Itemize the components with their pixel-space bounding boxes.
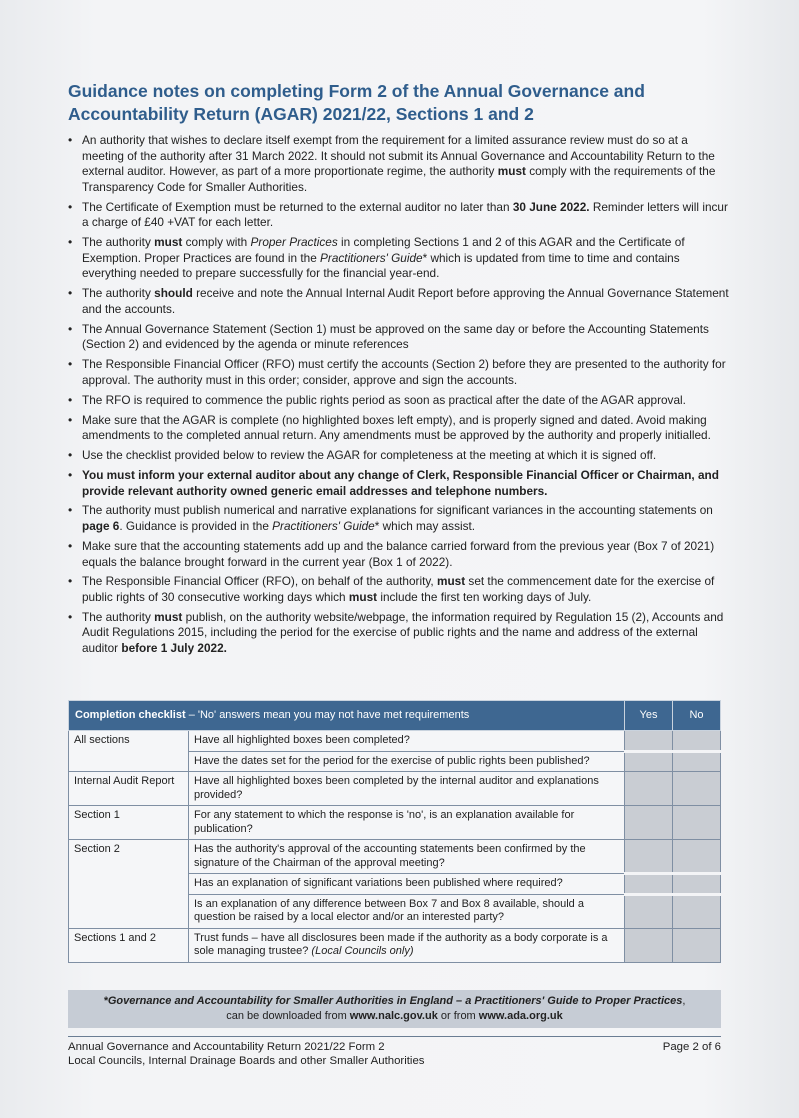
footnote-comma: , xyxy=(682,995,686,1007)
bullet-text: Reminder letters will incur a charge of £40 +VAT for each letter. xyxy=(82,199,728,230)
yes-column-header: Yes xyxy=(625,701,673,731)
bullet-text: The Responsible Financial Officer (RFO) must certify the accounts (Section 2) before they are presented to the authority for approval. The authority must in this order; consider, approve and sign the accounts. xyxy=(82,357,726,387)
checklist-question xyxy=(189,840,625,874)
checklist-yes-box[interactable] xyxy=(625,731,673,752)
bullet-text: You must inform your external auditor about any change of Clerk, Responsible Financial Officer or Chairman, and provide relevant authority owned generic email addresses and telephone numbers. xyxy=(82,467,719,498)
guidance-bullet xyxy=(68,322,733,353)
checklist-header-lead: Completion checklist xyxy=(75,708,186,721)
no-column-header: No xyxy=(673,701,721,731)
footnote-box xyxy=(68,990,721,1028)
page-title: Guidance notes on completing Form 2 of the Annual Governance and Accountability Return (AGAR) 2021/22, Sections 1 and 2 xyxy=(68,81,645,124)
checklist-question-text: Is an explanation of any difference between Box 7 and Box 8 available, should a question be raised by a local elector and/or an interested party? xyxy=(194,897,584,923)
checklist-yes-box[interactable] xyxy=(625,928,673,962)
checklist-section-label: Section 2 xyxy=(69,840,189,929)
checklist-question-text: Trust funds – have all disclosures been made if the authority as a body corporate is a sole managing trustee? xyxy=(194,931,608,957)
checklist-question-text: Have all highlighted boxes been completed? xyxy=(194,734,410,746)
bullet-text: must xyxy=(436,574,466,589)
guidance-bullet xyxy=(68,468,733,499)
bullet-text: receive and note the Annual Internal Audit Report before approving the Annual Governance Statement and the accounts. xyxy=(82,286,729,316)
bullet-text: The Responsible Financial Officer (RFO), on behalf of the authority, xyxy=(82,574,437,589)
checklist-no-box[interactable] xyxy=(673,806,721,840)
bullet-text: The authority xyxy=(82,286,155,301)
checklist-row xyxy=(69,928,721,962)
bullet-text: Practitioners' Guide xyxy=(320,250,423,265)
footnote-guide-title: *Governance and Accountability for Smaller Authorities in England – a Practitioners' Guide to Proper Practices xyxy=(103,995,683,1007)
checklist-question-text: Have all highlighted boxes been completed by the internal auditor and explanations provided? xyxy=(194,775,599,801)
guidance-bullet xyxy=(68,286,733,317)
bullet-text: comply with the requirements of the Transparency Code for Smaller Authorities. xyxy=(82,164,716,194)
checklist-question-note: (Local Councils only) xyxy=(311,945,414,957)
checklist-question xyxy=(189,751,625,772)
bullet-text: The authority must publish numerical and narrative explanations for significant variances in the accounting statements on xyxy=(82,503,713,518)
guidance-bullet xyxy=(68,539,733,570)
checklist-yes-box[interactable] xyxy=(625,894,673,928)
checklist-question-text: Has the authority's approval of the accounting statements been confirmed by the signature of the Chairman of the approval meeting? xyxy=(194,843,586,869)
footer-divider xyxy=(68,1036,721,1037)
bullet-text: set the commencement date for the exercise of public rights of 30 consecutive working days which xyxy=(82,574,715,604)
bullet-text: The authority xyxy=(82,609,155,624)
checklist-question-text: Has an explanation of significant variations been published where required? xyxy=(194,877,563,889)
checklist-question-text: Have the dates set for the period for the exercise of public rights been published? xyxy=(194,754,590,767)
guidance-bullet xyxy=(68,503,733,534)
bullet-text: comply with xyxy=(182,235,251,250)
guidance-bullet xyxy=(68,133,733,195)
bullet-text: include the first ten working days of July. xyxy=(377,590,592,604)
checklist-question xyxy=(189,928,625,962)
bullet-text: * which is updated from time to time and contains everything needed to prepare successfully for the financial year-end. xyxy=(82,250,680,281)
checklist-yes-box[interactable] xyxy=(625,840,673,874)
bullet-text: must xyxy=(154,235,183,250)
checklist-section-label: Internal Audit Report xyxy=(69,772,189,806)
checklist-row xyxy=(69,840,721,874)
bullet-text: before 1 July 2022. xyxy=(121,641,227,656)
guidance-bullet-list xyxy=(68,133,733,661)
checklist-row xyxy=(69,806,721,840)
checklist-section-label: Sections 1 and 2 xyxy=(69,928,189,962)
checklist-question-text: For any statement to which the response is 'no', is an explanation available for publication? xyxy=(194,809,575,835)
checklist-no-box[interactable] xyxy=(673,731,721,752)
checklist-no-box[interactable] xyxy=(673,894,721,928)
page-number: Page 2 of 6 xyxy=(662,1041,721,1053)
guidance-bullet xyxy=(68,357,733,388)
checklist-yes-box[interactable] xyxy=(625,772,673,806)
guidance-bullet xyxy=(68,235,733,282)
guidance-bullet xyxy=(68,413,733,444)
bullet-text: The RFO is required to commence the public rights period as soon as practical after the date of the AGAR approval. xyxy=(82,392,686,407)
checklist-yes-box[interactable] xyxy=(625,874,673,895)
bullet-text: Make sure that the accounting statements add up and the balance carried forward from the previous year (Box 7 of 2021) equals the balance brought forward in the current year (Box 1 of 2022). xyxy=(82,538,715,569)
bullet-text: Practitioners' Guide xyxy=(272,519,375,534)
guidance-bullet xyxy=(68,393,733,409)
bullet-text: An authority that wishes to declare itself exempt from the requirement for a limited assurance review must do so at a meeting of the authority after 31 March 2022. It should not submit its Annual Governance and Accountability Return to the external auditor. However, as part of a more proportionate regime, the authority xyxy=(82,133,715,179)
bullet-text: page 6 xyxy=(82,519,120,534)
nalc-link[interactable]: www.nalc.gov.uk xyxy=(349,1010,438,1022)
guidance-bullet xyxy=(68,200,733,231)
completion-checklist-table xyxy=(68,700,721,963)
bullet-text: publish, on the authority website/webpage, the information required by Regulation 15 (2), Accounts and Audit Regulations 2015, including the period for the exercise of public rights and the name and address of the external auditor xyxy=(82,609,724,656)
bullet-text: 30 June 2022. xyxy=(512,199,590,214)
checklist-no-box[interactable] xyxy=(673,772,721,806)
checklist-question xyxy=(189,806,625,840)
checklist-question xyxy=(189,731,625,752)
bullet-text: Use the checklist provided below to review the AGAR for completeness at the meeting at which it is signed off. xyxy=(82,448,657,463)
checklist-no-box[interactable] xyxy=(673,751,721,772)
checklist-no-box[interactable] xyxy=(673,874,721,895)
footer-authorities: Local Councils, Internal Drainage Boards and other Smaller Authorities xyxy=(68,1054,425,1067)
checklist-section-label: All sections xyxy=(69,731,189,772)
footer-form-title: Annual Governance and Accountability Return 2021/22 Form 2 xyxy=(68,1041,385,1053)
checklist-question xyxy=(189,874,625,895)
bullet-text: . Guidance is provided in the xyxy=(119,519,273,534)
bullet-text: must xyxy=(497,164,526,179)
bullet-text: Make sure that the AGAR is complete (no highlighted boxes left empty), and is properly signed and dated. Avoid making amendments to the completed annual return. Any amendments must be approved by the authority and properly initialled. xyxy=(82,412,711,443)
bullet-text: The authority xyxy=(82,235,155,250)
bullet-text: Proper Practices xyxy=(250,235,338,250)
bullet-text: in completing Sections 1 and 2 of this AGAR and the Certificate of Exemption. Proper Practices are found in the xyxy=(82,235,685,265)
footnote-mid: or from xyxy=(437,1010,479,1022)
checklist-question xyxy=(189,894,625,928)
guidance-bullet xyxy=(68,610,733,657)
checklist-header xyxy=(69,701,625,731)
checklist-section-label: Section 1 xyxy=(69,806,189,840)
checklist-no-box[interactable] xyxy=(673,840,721,874)
guidance-bullet xyxy=(68,448,733,464)
checklist-yes-box[interactable] xyxy=(625,806,673,840)
checklist-header-row xyxy=(69,701,721,731)
checklist-yes-box[interactable] xyxy=(625,751,673,772)
checklist-no-box[interactable] xyxy=(673,928,721,962)
checklist-row xyxy=(69,772,721,806)
bullet-text: * which may assist. xyxy=(374,519,476,534)
footer-left xyxy=(68,1041,424,1068)
checklist-question xyxy=(189,772,625,806)
ada-link[interactable]: www.ada.org.uk xyxy=(478,1010,563,1022)
bullet-text: must xyxy=(154,609,183,624)
guidance-bullet xyxy=(68,574,733,605)
bullet-text: The Certificate of Exemption must be returned to the external auditor no later than xyxy=(82,199,513,214)
bullet-text: must xyxy=(348,590,378,604)
bullet-text: The Annual Governance Statement (Section 1) must be approved on the same day or before the Accounting Statements (Section 2) and evidenced by the agenda or minute references xyxy=(82,321,709,352)
checklist-row xyxy=(69,731,721,752)
footnote-pre: can be downloaded from xyxy=(226,1010,350,1022)
bullet-text: should xyxy=(154,286,193,301)
checklist-header-rest: – 'No' answers mean you may not have met requirements xyxy=(185,708,470,721)
